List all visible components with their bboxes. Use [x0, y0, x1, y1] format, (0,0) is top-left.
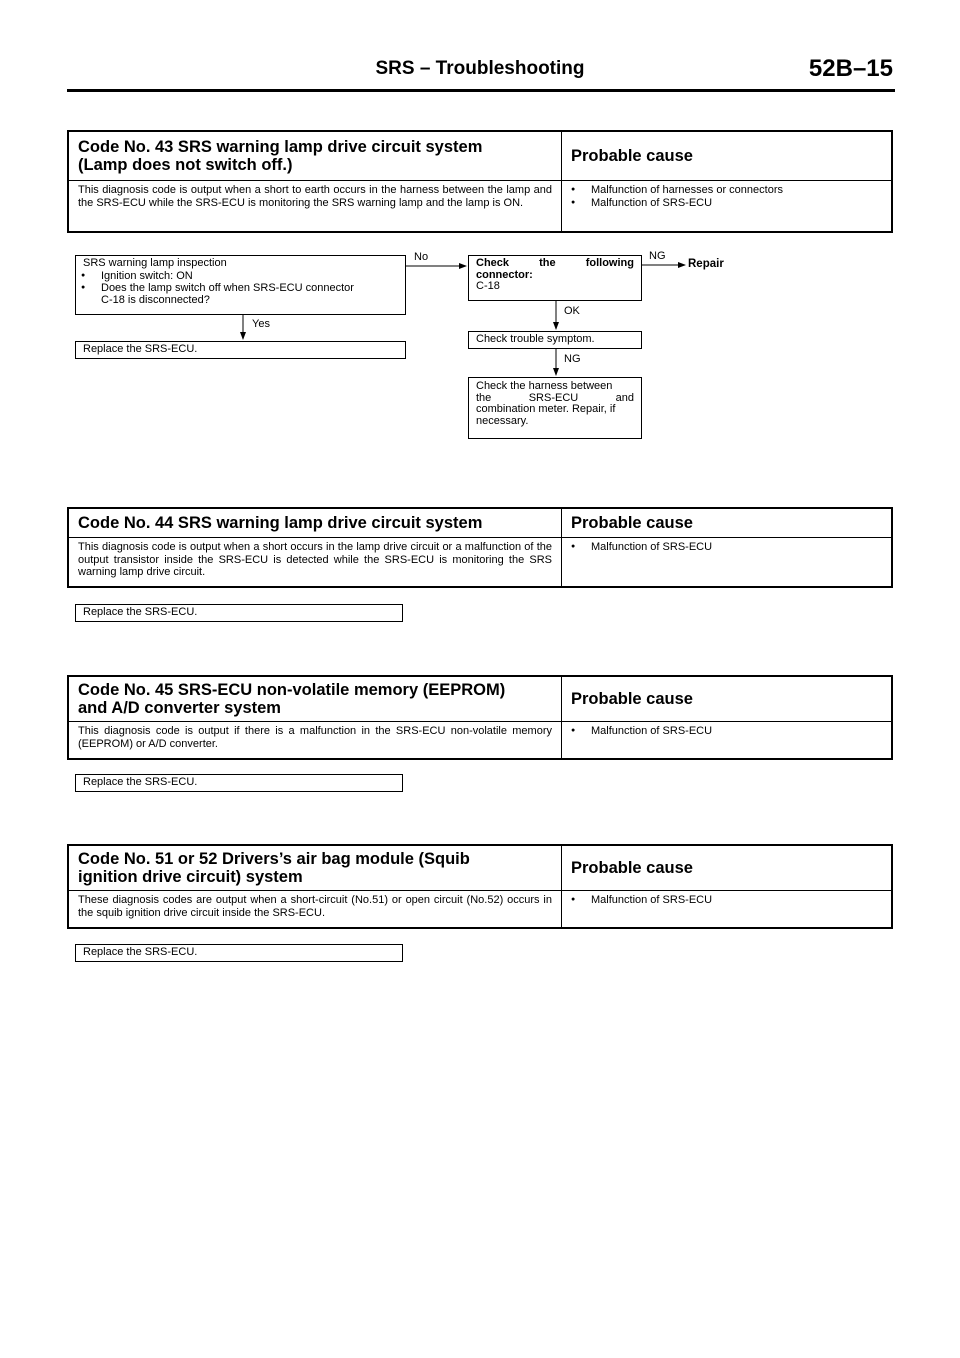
code-43-title-line1: Code No. 43 SRS warning lamp drive circuit system: [78, 138, 483, 156]
code-51-52-table: [67, 844, 893, 929]
check-connector-code: C-18: [476, 280, 500, 292]
page-title: SRS – Troubleshooting: [375, 58, 585, 79]
code-44-causes: [562, 538, 891, 586]
code-51-title-line1: Code No. 51 or 52 Drivers’s air bag module (Squib: [78, 850, 470, 868]
code-43-title-line2: (Lamp does not switch off.): [78, 156, 293, 174]
code-51-causes: [562, 891, 891, 927]
check-harness-line: Check the harness between: [476, 380, 613, 392]
code-51-replace-box: Replace the SRS-ECU.: [75, 944, 403, 962]
code-45-replace-box: Replace the SRS-ECU.: [75, 774, 403, 792]
cause-item: ● Malfunction of SRS-ECU: [571, 894, 882, 907]
check-harness-line: necessary.: [476, 414, 529, 427]
check-connector-line: Check the following: [476, 257, 634, 269]
flow-ng-label: NG: [649, 250, 666, 262]
flow-check-symptom-box: Check trouble symptom.: [468, 331, 642, 349]
cause-item: ● Malfunction of SRS-ECU: [571, 541, 882, 554]
inspection-title: SRS warning lamp inspection: [83, 257, 227, 269]
check-connector-line: connector:: [476, 268, 533, 281]
code-45-description: This diagnosis code is output if there is a malfunction in the SRS-ECU non-volatile memory (EEPROM) or A/D converter.: [69, 722, 562, 758]
code-51-title-line2: ignition drive circuit) system: [78, 868, 303, 886]
code-43-description: This diagnosis code is output when a short to earth occurs in the harness between the lamp and the SRS-ECU while the SRS-ECU is monitoring the SRS warning lamp and the lamp is ON.: [69, 181, 562, 231]
code-45-title: [69, 677, 562, 721]
code-44-title: Code No. 44 SRS warning lamp drive circuit system: [69, 509, 562, 537]
code-45-cause-title: Probable cause: [571, 690, 693, 708]
code-44-table: [67, 507, 893, 588]
code-51-description: These diagnosis codes are output when a short-circuit (No.51) or open circuit (No.52) occurs in the squib ignition drive circuit inside the SRS-ECU.: [69, 891, 562, 927]
flow-repair-label: Repair: [688, 258, 724, 270]
flow-yes-label: Yes: [252, 318, 270, 330]
inspection-step: ● Ignition switch: ON: [81, 270, 398, 283]
check-harness-line: combination meter. Repair, if: [476, 403, 616, 415]
code-45-causes: [562, 722, 891, 758]
page-number: 52B–15: [808, 55, 893, 82]
inspection-step: ● Does the lamp switch off when SRS-ECU connector: [81, 282, 398, 295]
check-harness-line: the SRS-ECU and: [476, 391, 634, 404]
inspection-step-cont: C-18 is disconnected?: [101, 293, 210, 306]
cause-item: ● Malfunction of harnesses or connectors: [571, 184, 882, 197]
flow-no-label: No: [414, 251, 429, 263]
code-51-title: [69, 846, 562, 890]
code-45-title-line1: Code No. 45 SRS-ECU non-volatile memory (EEPROM): [78, 681, 506, 699]
code-44-description: This diagnosis code is output when a short occurs in the lamp drive circuit or a malfunction of the output transistor inside the SRS-ECU is detected while the SRS-ECU is monitoring the SRS warning lamp drive circuit.: [69, 538, 562, 586]
code-51-cause-title: Probable cause: [571, 859, 693, 877]
flow-ok-label: OK: [564, 305, 580, 317]
cause-item: ● Malfunction of SRS-ECU: [571, 197, 882, 210]
code-44-cause-title: Probable cause: [571, 514, 693, 532]
flow-arrows: [0, 0, 960, 460]
code-45-table: [67, 675, 893, 760]
flow-replace-box: Replace the SRS-ECU.: [75, 341, 406, 359]
code-45-title-line2: and A/D converter system: [78, 699, 281, 717]
flow-ng2-label: NG: [564, 353, 581, 365]
code-43-cause-title: Probable cause: [571, 147, 693, 165]
cause-item: ● Malfunction of SRS-ECU: [571, 725, 882, 738]
code-44-replace-box: Replace the SRS-ECU.: [75, 604, 403, 622]
